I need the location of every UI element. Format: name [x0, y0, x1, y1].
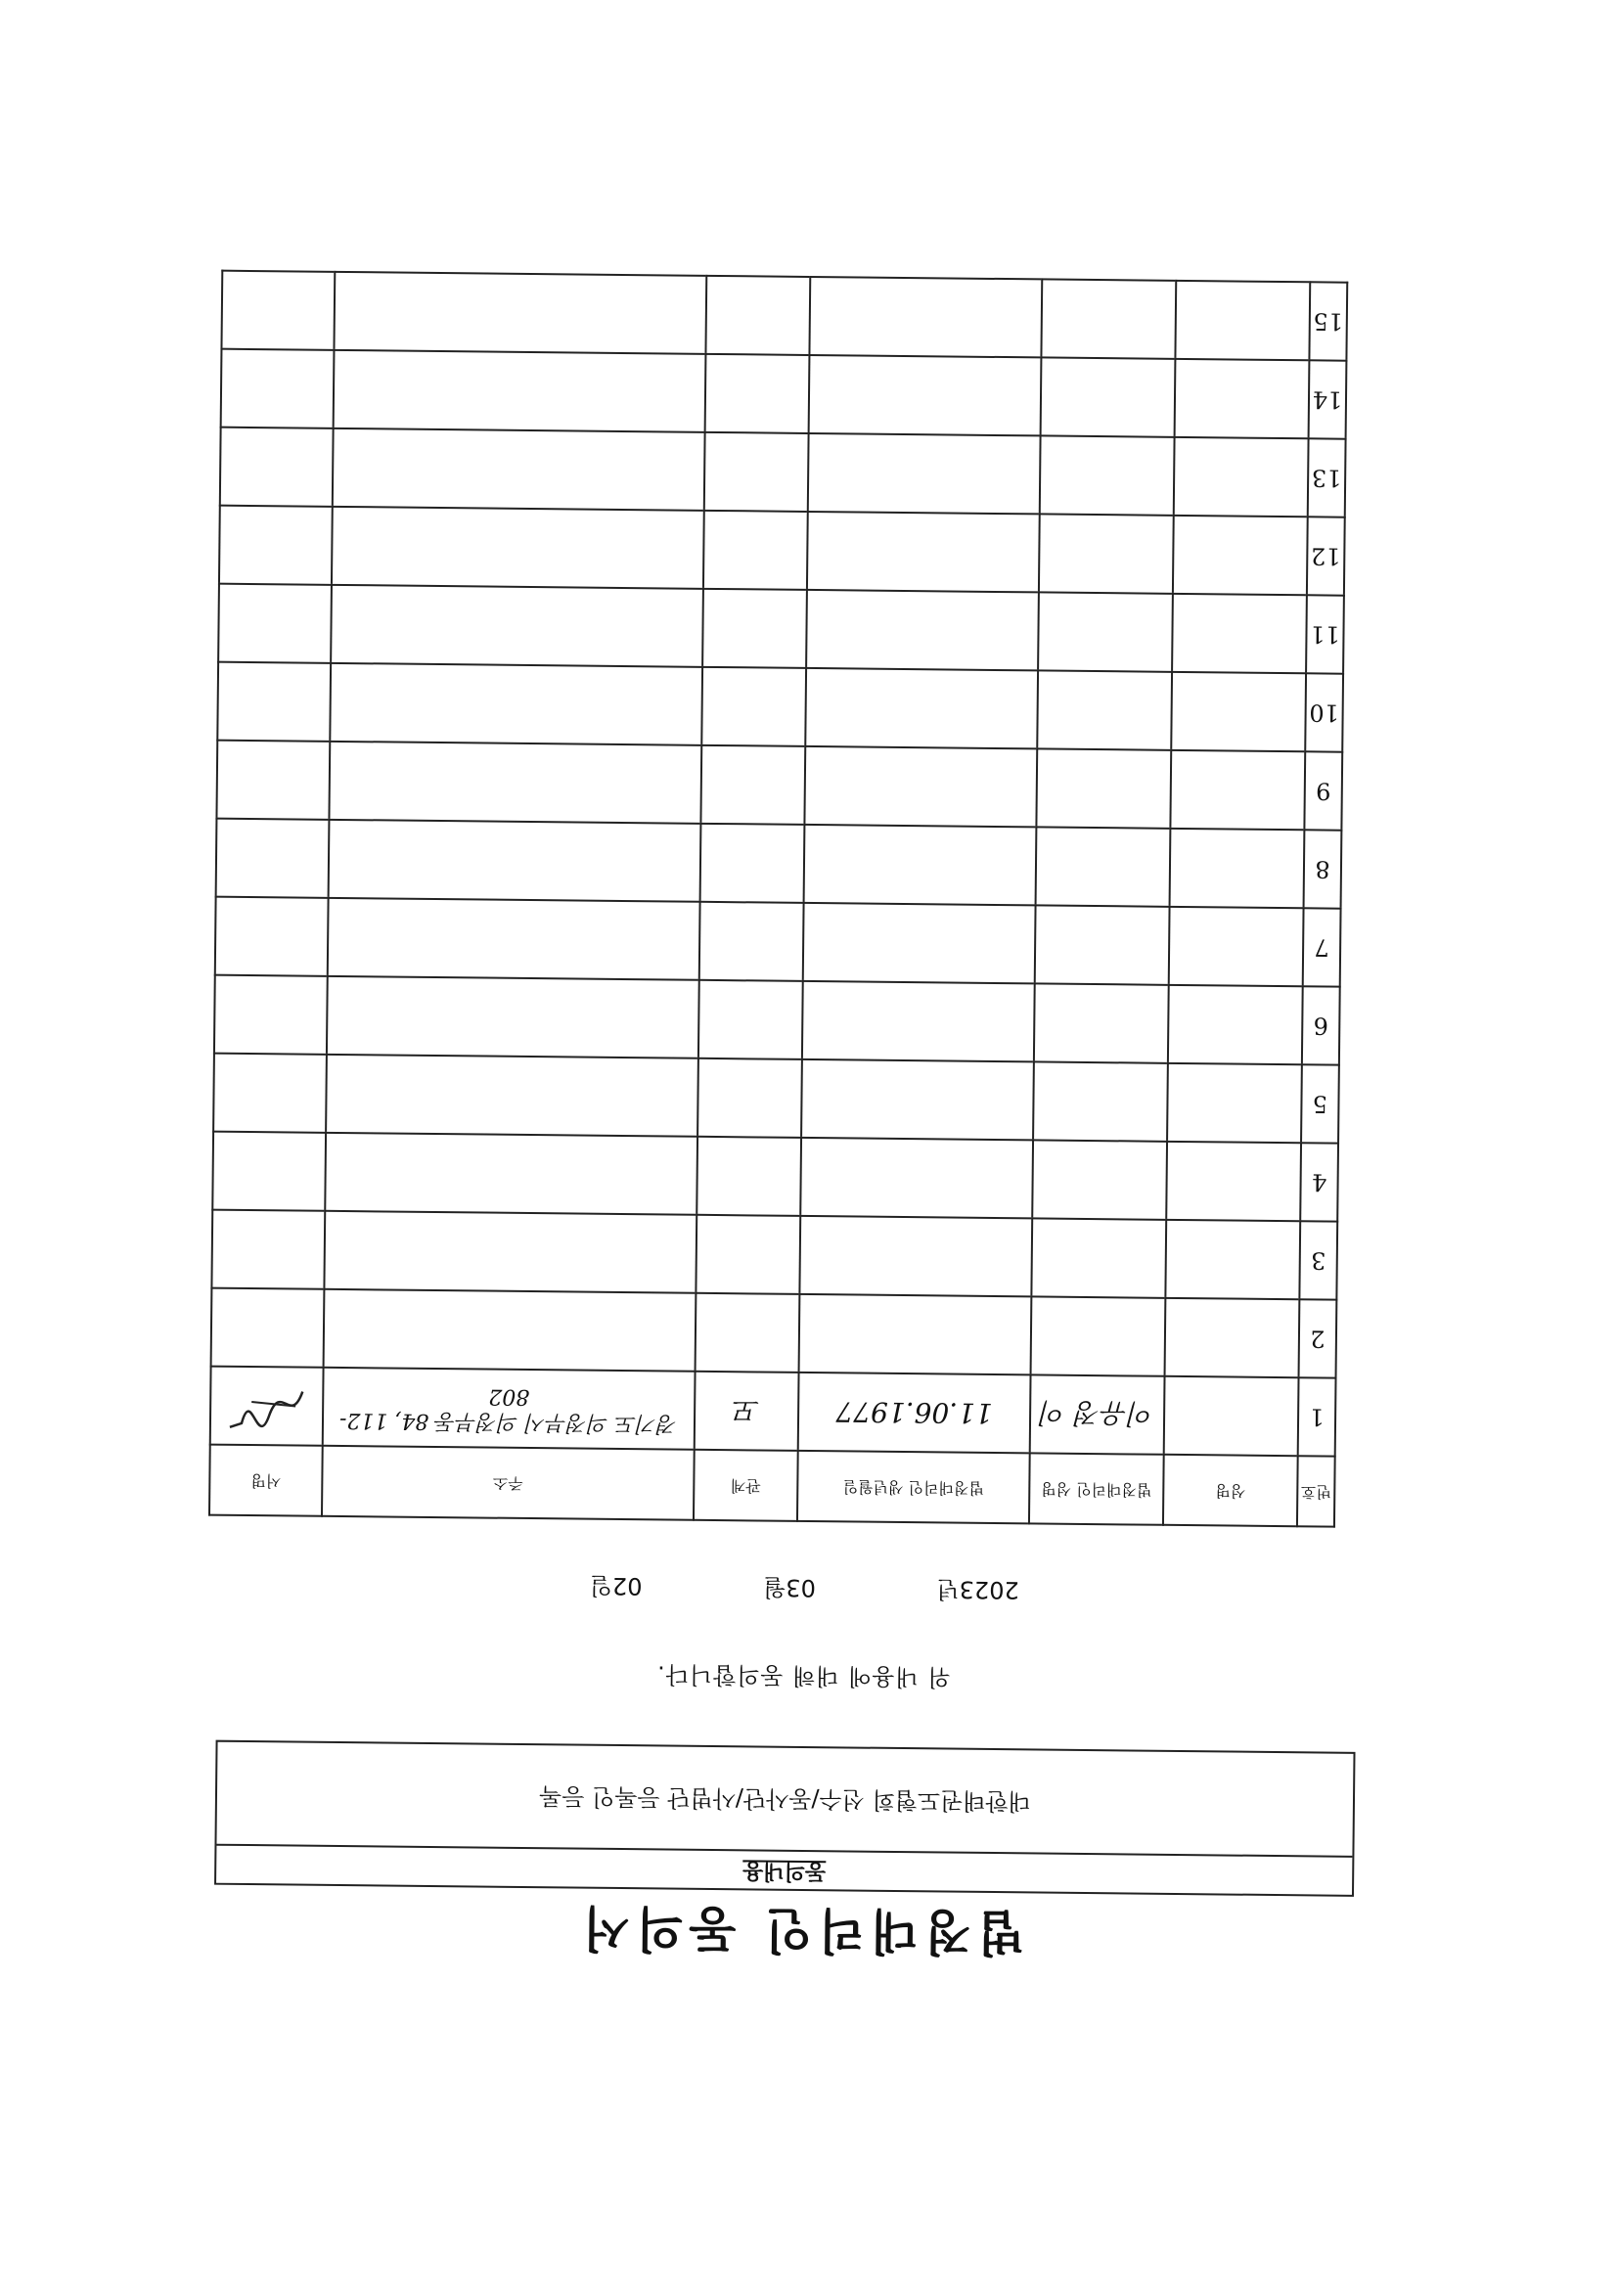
- cell-guardian-birth: [809, 355, 1042, 435]
- cell-signature: [220, 428, 334, 507]
- cell-name: [1171, 672, 1306, 751]
- cell-guardian-birth: [800, 1138, 1033, 1218]
- cell-guardian-birth: [807, 512, 1040, 592]
- table-row: [213, 1054, 1339, 1144]
- cell-guardian-name: 이유정 이: [1030, 1374, 1165, 1454]
- cell-name: [1170, 829, 1305, 908]
- cell-no: 14: [1309, 360, 1347, 438]
- table-header-row: [209, 1445, 1335, 1527]
- cell-no: 15: [1309, 282, 1347, 360]
- cell-guardian-birth: 11.06.1977: [798, 1373, 1031, 1453]
- cell-guardian-name: [1036, 748, 1171, 828]
- page-title: 법정대리인 동의서: [576, 1899, 1025, 1961]
- cell-address: [329, 820, 701, 902]
- cell-signature: [219, 506, 333, 585]
- cell-guardian-name: [1031, 1218, 1166, 1297]
- table-row: [216, 741, 1342, 831]
- cell-guardian-name: [1031, 1296, 1166, 1375]
- header-guardian-birth: 법정대리인 생년월일: [797, 1451, 1030, 1523]
- cell-relation: [696, 1215, 800, 1294]
- header-name: 성명: [1163, 1455, 1298, 1526]
- cell-name: [1173, 516, 1308, 595]
- cell-guardian-name: [1039, 514, 1174, 593]
- cell-address: [328, 898, 700, 980]
- cell-guardian-name: [1037, 670, 1172, 749]
- cell-guardian-name: [1040, 435, 1175, 515]
- cell-no: 6: [1302, 986, 1340, 1064]
- date-day: 02일: [589, 1571, 643, 1600]
- cell-name: [1175, 281, 1310, 360]
- cell-relation: [700, 824, 805, 903]
- cell-signature: [221, 271, 335, 350]
- header-signature: 서명: [209, 1445, 323, 1516]
- cell-guardian-name: [1033, 1061, 1168, 1141]
- table-row: [214, 975, 1340, 1065]
- date-year: 2023년: [936, 1575, 1019, 1604]
- cell-guardian-name: [1041, 279, 1176, 358]
- cell-guardian-birth: [799, 1294, 1032, 1374]
- cell-signature: [214, 975, 328, 1055]
- cell-address: [333, 428, 705, 511]
- cell-guardian-birth: [806, 590, 1039, 670]
- agree-statement: 위 내용에 대해 동의합니다.: [655, 1660, 951, 1691]
- cell-address: [327, 976, 699, 1058]
- cell-guardian-name: [1038, 592, 1173, 671]
- cell-signature: [212, 1132, 326, 1211]
- cell-address: [331, 585, 703, 667]
- cell-address: [334, 272, 706, 354]
- cell-guardian-birth: [809, 277, 1042, 357]
- cell-no: 13: [1308, 438, 1346, 517]
- table-row: [211, 1288, 1337, 1378]
- cell-no: 4: [1300, 1143, 1338, 1221]
- cell-signature: [216, 741, 330, 820]
- cell-name: [1165, 1298, 1300, 1377]
- table-row: [212, 1132, 1338, 1222]
- cell-relation: [697, 1137, 801, 1216]
- cell-guardian-name: [1035, 905, 1170, 984]
- cell-address: [330, 663, 702, 745]
- cell-relation: [705, 276, 810, 355]
- cell-no: 9: [1304, 751, 1342, 830]
- cell-address: [324, 1289, 697, 1372]
- cell-guardian-name: [1036, 827, 1171, 906]
- cell-address: [325, 1133, 697, 1215]
- table-row: [219, 506, 1345, 596]
- cell-name: [1169, 907, 1304, 986]
- cell-no: 3: [1299, 1221, 1337, 1299]
- cell-address: [332, 507, 704, 589]
- cell-signature: [213, 1054, 327, 1133]
- consent-header-label: 동의내용: [742, 1858, 827, 1884]
- signature-scribble: [222, 1376, 311, 1436]
- cell-relation: 모: [695, 1372, 799, 1451]
- table-row: [220, 428, 1346, 518]
- cell-relation: [705, 354, 810, 433]
- header-address: 주소: [322, 1446, 695, 1520]
- cell-name: [1172, 594, 1307, 673]
- guardian-table: [208, 270, 1348, 1528]
- cell-guardian-name: [1032, 1140, 1167, 1219]
- cell-signature: [211, 1210, 325, 1289]
- cell-guardian-birth: [804, 825, 1037, 905]
- cell-name: [1170, 750, 1305, 830]
- table-row: [217, 662, 1343, 752]
- table-row: [215, 897, 1341, 987]
- cell-name: [1174, 437, 1309, 517]
- table-row: [210, 1367, 1336, 1457]
- cell-relation: [696, 1293, 800, 1373]
- header-no: 번호: [1297, 1456, 1335, 1526]
- cell-no: 11: [1306, 595, 1344, 673]
- cell-signature: [217, 662, 331, 742]
- cell-guardian-birth: [804, 746, 1037, 827]
- cell-address: [334, 350, 706, 432]
- cell-address: 경기도 의정부시 의정부동 84, 112-802: [323, 1368, 696, 1450]
- cell-no: 10: [1305, 673, 1343, 751]
- cell-signature: [210, 1367, 324, 1446]
- cell-relation: [704, 432, 809, 512]
- cell-relation: [701, 667, 806, 746]
- cell-relation: [698, 980, 803, 1059]
- table-row: [218, 584, 1344, 674]
- cell-relation: [703, 511, 808, 590]
- cell-name: [1166, 1142, 1301, 1221]
- header-guardian-name: 법정대리인 성명: [1029, 1453, 1164, 1524]
- table-row: [216, 819, 1342, 909]
- table-row: [221, 349, 1347, 439]
- cell-address: [324, 1211, 697, 1293]
- cell-relation: [697, 1058, 802, 1138]
- cell-signature: [218, 584, 332, 663]
- cell-name: [1175, 359, 1310, 438]
- cell-name: [1165, 1220, 1300, 1299]
- cell-guardian-name: [1041, 357, 1176, 436]
- table-row: [211, 1210, 1337, 1300]
- cell-guardian-birth: [799, 1216, 1032, 1296]
- header-relation: 관계: [694, 1450, 798, 1521]
- cell-guardian-birth: [805, 668, 1038, 748]
- cell-name: [1168, 985, 1303, 1064]
- cell-no: 8: [1304, 830, 1342, 908]
- date-line: [0, 1564, 1613, 1615]
- cell-name: [1167, 1063, 1302, 1143]
- table-body: [210, 271, 1348, 1457]
- cell-signature: [215, 897, 329, 976]
- cell-no: 2: [1299, 1299, 1337, 1377]
- cell-relation: [699, 902, 804, 981]
- cell-guardian-birth: [808, 433, 1041, 514]
- cell-no: 12: [1307, 517, 1345, 595]
- cell-name: [1164, 1376, 1299, 1456]
- consent-text: 대한태권도협회 선수/동사단/사범단 등록인 등록: [538, 1782, 1031, 1816]
- cell-guardian-name: [1034, 983, 1169, 1062]
- cell-signature: [221, 349, 335, 428]
- cell-guardian-birth: [802, 981, 1035, 1061]
- cell-relation: [700, 745, 805, 825]
- cell-relation: [702, 589, 807, 668]
- table-row: [221, 271, 1347, 361]
- cell-signature: [211, 1288, 325, 1368]
- consent-box: [214, 1740, 1355, 1897]
- cell-signature: [216, 819, 330, 898]
- cell-no: 5: [1301, 1064, 1339, 1143]
- cell-address: [329, 742, 701, 824]
- cell-address: [326, 1055, 698, 1137]
- cell-guardian-birth: [803, 903, 1036, 983]
- date-month: 03월: [762, 1573, 817, 1602]
- cell-no: 7: [1303, 908, 1341, 986]
- cell-no: 1: [1298, 1377, 1336, 1456]
- cell-guardian-birth: [801, 1059, 1034, 1140]
